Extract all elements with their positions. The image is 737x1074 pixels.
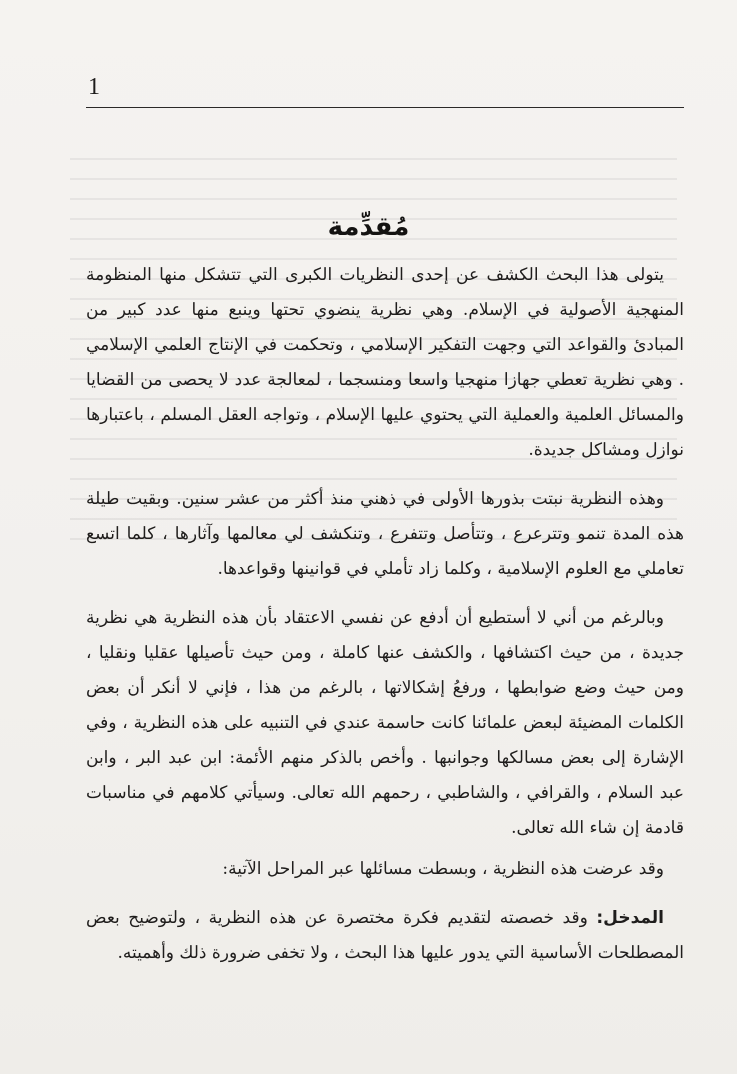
page-number: 1 (88, 74, 100, 100)
paragraph-4: وقد عرضت هذه النظرية ، وبسطت مسائلها عبر المراحل الآتية: (222, 859, 664, 879)
body-text (86, 258, 684, 971)
section-text: وقد خصصته لتقديم فكرة مختصرة عن هذه النظرية ، ولتوضيح بعض المصطلحات الأساسية التي يدور عليها هذا البحث ، ولا تخفى ضرورة ذلك وأهميته. (86, 908, 684, 963)
paragraph-2: وهذه النظرية نبتت بذورها الأولى في ذهني منذ أكثر من عشر سنين. وبقيت طيلة هذه المدة تنمو وتترعرع ، وتتأصل وتتفرع ، وتنكشف لي معالمها وآثارها ، كلما اتسع تعاملي مع العلوم الإسلامية ، وكلما زاد تأملي في قوانينها وقواعدها. (86, 489, 684, 579)
section-lead: المدخل: (596, 908, 664, 928)
chapter-title: مُقدِّمة (327, 212, 410, 242)
section-paragraph (86, 901, 684, 971)
paragraph-3: وبالرغم من أني لا أستطيع أن أدفع عن نفسي الاعتقاد بأن هذه النظرية هي نظرية جديدة ، من حيث اكتشافها ، والكشف عنها كاملة ، ومن حيث تأصيلها عقليا ونقليا ، ومن حيث وضع ضوابطها ، ورفعُ إشكالاتها ، بالرغم من هذا ، فإني لا أنكر أن بعض الكلمات المضيئة لبعض علمائنا كانت حاسمة عندي في التنبيه على هذه النظرية ، وفي الإشارة إلى بعض مسالكها وجوانبها . وأخص بالذكر منهم الأئمة: ابن عبد البر ، وابن عبد السلام ، والقرافي ، والشاطبي ، رحمهم الله تعالى. وسيأتي كلامهم في مناسبات قادمة إن شاء الله تعالى. (86, 608, 684, 838)
header-rule (86, 107, 684, 108)
paragraph-1: يتولى هذا البحث الكشف عن إحدى النظريات الكبرى التي تتشكل منها المنظومة المنهجية الأصولية في الإسلام. وهي نظرية ينضوي تحتها وينبع منها عدد كبير من المبادئ والقواعد التي وجهت التفكير الإسلامي ، وتحكمت في الإنتاج العلمي الإسلامي . وهي نظرية تعطي جهازا منهجيا واسعا ومنسجما ، لمعالجة عدد لا يحصى من القضايا والمسائل العلمية والعملية التي يحتوي عليها الإسلام ، وتواجه العقل المسلم ، باعتبارها نوازل ومشاكل جديدة. (86, 265, 684, 460)
